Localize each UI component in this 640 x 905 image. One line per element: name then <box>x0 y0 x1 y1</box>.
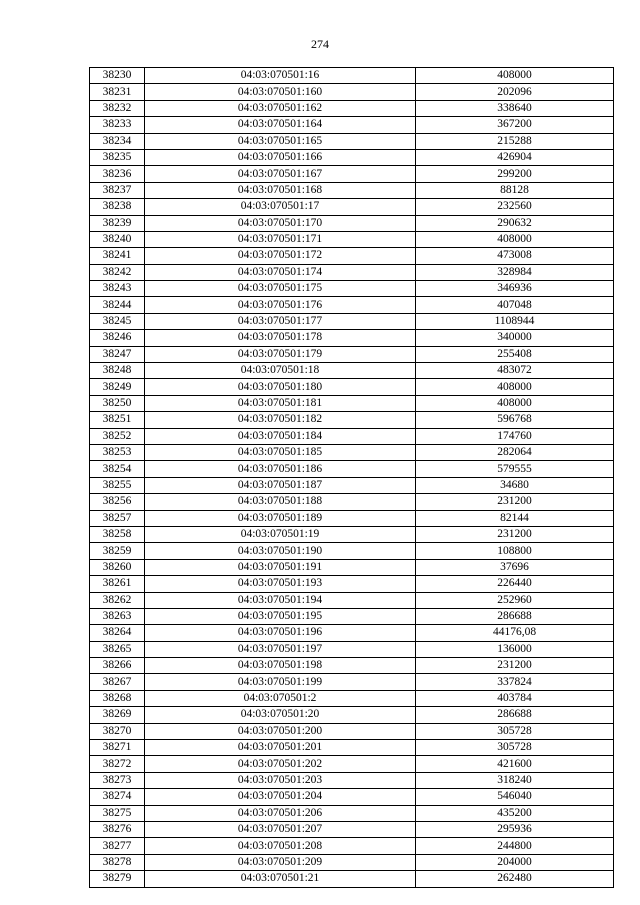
cadastral-number-cell: 04:03:070501:196 <box>145 625 416 641</box>
cadastral-number-cell: 04:03:070501:2 <box>145 690 416 706</box>
table-row <box>90 772 614 788</box>
cadastral-number-cell: 04:03:070501:16 <box>145 68 416 84</box>
value-cell: 340000 <box>416 330 614 346</box>
value-cell: 408000 <box>416 395 614 411</box>
row-number-cell: 38235 <box>90 149 145 165</box>
cadastral-number-cell: 04:03:070501:198 <box>145 658 416 674</box>
row-number-cell: 38260 <box>90 559 145 575</box>
row-number-cell: 38272 <box>90 756 145 772</box>
table-row <box>90 559 614 575</box>
cadastral-number-cell: 04:03:070501:19 <box>145 526 416 542</box>
cadastral-number-cell: 04:03:070501:197 <box>145 641 416 657</box>
value-cell: 546040 <box>416 789 614 805</box>
row-number-cell: 38255 <box>90 477 145 493</box>
table-row <box>90 461 614 477</box>
value-cell: 204000 <box>416 854 614 870</box>
row-number-cell: 38259 <box>90 543 145 559</box>
table-row <box>90 248 614 264</box>
cadastral-number-cell: 04:03:070501:181 <box>145 395 416 411</box>
row-number-cell: 38263 <box>90 608 145 624</box>
cadastral-number-cell: 04:03:070501:166 <box>145 149 416 165</box>
row-number-cell: 38279 <box>90 871 145 887</box>
row-number-cell: 38245 <box>90 313 145 329</box>
value-cell: 435200 <box>416 805 614 821</box>
value-cell: 231200 <box>416 526 614 542</box>
value-cell: 202096 <box>416 84 614 100</box>
cadastral-number-cell: 04:03:070501:185 <box>145 444 416 460</box>
value-cell: 262480 <box>416 871 614 887</box>
row-number-cell: 38258 <box>90 526 145 542</box>
value-cell: 305728 <box>416 723 614 739</box>
table-row <box>90 756 614 772</box>
table-row <box>90 428 614 444</box>
row-number-cell: 38232 <box>90 100 145 116</box>
table-row <box>90 592 614 608</box>
table-row <box>90 494 614 510</box>
value-cell: 290632 <box>416 215 614 231</box>
table-row <box>90 264 614 280</box>
row-number-cell: 38234 <box>90 133 145 149</box>
table-row <box>90 526 614 542</box>
value-cell: 108800 <box>416 543 614 559</box>
row-number-cell: 38247 <box>90 346 145 362</box>
table-row <box>90 674 614 690</box>
table-row <box>90 625 614 641</box>
value-cell: 305728 <box>416 740 614 756</box>
row-number-cell: 38264 <box>90 625 145 641</box>
cadastral-number-cell: 04:03:070501:171 <box>145 231 416 247</box>
value-cell: 426904 <box>416 149 614 165</box>
table-row <box>90 789 614 805</box>
row-number-cell: 38249 <box>90 379 145 395</box>
cadastral-number-cell: 04:03:070501:206 <box>145 805 416 821</box>
table-row <box>90 117 614 133</box>
value-cell: 44176,08 <box>416 625 614 641</box>
value-cell: 408000 <box>416 379 614 395</box>
cadastral-number-cell: 04:03:070501:195 <box>145 608 416 624</box>
value-cell: 318240 <box>416 772 614 788</box>
value-cell: 408000 <box>416 68 614 84</box>
cadastral-number-cell: 04:03:070501:20 <box>145 707 416 723</box>
value-cell: 282064 <box>416 444 614 460</box>
row-number-cell: 38257 <box>90 510 145 526</box>
row-number-cell: 38251 <box>90 412 145 428</box>
table-row <box>90 346 614 362</box>
row-number-cell: 38268 <box>90 690 145 706</box>
table-row <box>90 379 614 395</box>
row-number-cell: 38274 <box>90 789 145 805</box>
table-row <box>90 313 614 329</box>
row-number-cell: 38261 <box>90 576 145 592</box>
value-cell: 367200 <box>416 117 614 133</box>
table-row <box>90 510 614 526</box>
table-row <box>90 690 614 706</box>
cadastral-number-cell: 04:03:070501:21 <box>145 871 416 887</box>
cadastral-number-cell: 04:03:070501:168 <box>145 182 416 198</box>
row-number-cell: 38265 <box>90 641 145 657</box>
cadastral-number-cell: 04:03:070501:209 <box>145 854 416 870</box>
cadastral-number-cell: 04:03:070501:177 <box>145 313 416 329</box>
table-row <box>90 84 614 100</box>
cadastral-number-cell: 04:03:070501:187 <box>145 477 416 493</box>
row-number-cell: 38241 <box>90 248 145 264</box>
cadastral-number-cell: 04:03:070501:194 <box>145 592 416 608</box>
table-row <box>90 805 614 821</box>
table-row <box>90 166 614 182</box>
cadastral-number-cell: 04:03:070501:179 <box>145 346 416 362</box>
row-number-cell: 38262 <box>90 592 145 608</box>
value-cell: 174760 <box>416 428 614 444</box>
row-number-cell: 38248 <box>90 363 145 379</box>
cadastral-number-cell: 04:03:070501:207 <box>145 821 416 837</box>
page-number: 274 <box>311 37 329 51</box>
value-cell: 286688 <box>416 608 614 624</box>
row-number-cell: 38239 <box>90 215 145 231</box>
cadastral-number-cell: 04:03:070501:201 <box>145 740 416 756</box>
cadastral-number-cell: 04:03:070501:17 <box>145 199 416 215</box>
cadastral-value-table <box>89 67 614 888</box>
cadastral-number-cell: 04:03:070501:175 <box>145 281 416 297</box>
cadastral-number-cell: 04:03:070501:190 <box>145 543 416 559</box>
value-cell: 244800 <box>416 838 614 854</box>
cadastral-number-cell: 04:03:070501:167 <box>145 166 416 182</box>
cadastral-number-cell: 04:03:070501:172 <box>145 248 416 264</box>
row-number-cell: 38243 <box>90 281 145 297</box>
cadastral-number-cell: 04:03:070501:165 <box>145 133 416 149</box>
value-cell: 255408 <box>416 346 614 362</box>
row-number-cell: 38267 <box>90 674 145 690</box>
value-cell: 88128 <box>416 182 614 198</box>
value-cell: 37696 <box>416 559 614 575</box>
value-cell: 231200 <box>416 494 614 510</box>
table-row <box>90 608 614 624</box>
value-cell: 421600 <box>416 756 614 772</box>
row-number-cell: 38230 <box>90 68 145 84</box>
table-row <box>90 231 614 247</box>
value-cell: 232560 <box>416 199 614 215</box>
cadastral-number-cell: 04:03:070501:202 <box>145 756 416 772</box>
table-row <box>90 68 614 84</box>
row-number-cell: 38273 <box>90 772 145 788</box>
cadastral-number-cell: 04:03:070501:162 <box>145 100 416 116</box>
value-cell: 231200 <box>416 658 614 674</box>
table-row <box>90 821 614 837</box>
value-cell: 252960 <box>416 592 614 608</box>
row-number-cell: 38276 <box>90 821 145 837</box>
row-number-cell: 38269 <box>90 707 145 723</box>
cadastral-number-cell: 04:03:070501:174 <box>145 264 416 280</box>
value-cell: 328984 <box>416 264 614 280</box>
value-cell: 226440 <box>416 576 614 592</box>
row-number-cell: 38256 <box>90 494 145 510</box>
cadastral-number-cell: 04:03:070501:186 <box>145 461 416 477</box>
cadastral-number-cell: 04:03:070501:193 <box>145 576 416 592</box>
value-cell: 346936 <box>416 281 614 297</box>
table-row <box>90 199 614 215</box>
cadastral-number-cell: 04:03:070501:180 <box>145 379 416 395</box>
table-row <box>90 412 614 428</box>
cadastral-number-cell: 04:03:070501:188 <box>145 494 416 510</box>
table-row <box>90 641 614 657</box>
value-cell: 338640 <box>416 100 614 116</box>
row-number-cell: 38240 <box>90 231 145 247</box>
value-cell: 1108944 <box>416 313 614 329</box>
cadastral-number-cell: 04:03:070501:170 <box>145 215 416 231</box>
table-row <box>90 100 614 116</box>
value-cell: 596768 <box>416 412 614 428</box>
table-row <box>90 330 614 346</box>
value-cell: 337824 <box>416 674 614 690</box>
row-number-cell: 38238 <box>90 199 145 215</box>
value-cell: 215288 <box>416 133 614 149</box>
cadastral-number-cell: 04:03:070501:164 <box>145 117 416 133</box>
table-row <box>90 297 614 313</box>
table-row <box>90 658 614 674</box>
value-cell: 483072 <box>416 363 614 379</box>
cadastral-number-cell: 04:03:070501:200 <box>145 723 416 739</box>
table-row <box>90 854 614 870</box>
table-row <box>90 363 614 379</box>
table-row <box>90 838 614 854</box>
row-number-cell: 38252 <box>90 428 145 444</box>
cadastral-number-cell: 04:03:070501:178 <box>145 330 416 346</box>
cadastral-number-cell: 04:03:070501:208 <box>145 838 416 854</box>
table-row <box>90 395 614 411</box>
row-number-cell: 38236 <box>90 166 145 182</box>
table-row <box>90 576 614 592</box>
table-row <box>90 133 614 149</box>
table-row <box>90 182 614 198</box>
row-number-cell: 38271 <box>90 740 145 756</box>
value-cell: 34680 <box>416 477 614 493</box>
value-cell: 403784 <box>416 690 614 706</box>
row-number-cell: 38278 <box>90 854 145 870</box>
table-body <box>90 68 614 888</box>
value-cell: 136000 <box>416 641 614 657</box>
value-cell: 408000 <box>416 231 614 247</box>
cadastral-number-cell: 04:03:070501:160 <box>145 84 416 100</box>
cadastral-number-cell: 04:03:070501:189 <box>145 510 416 526</box>
table-row <box>90 871 614 887</box>
row-number-cell: 38244 <box>90 297 145 313</box>
table-row <box>90 149 614 165</box>
cadastral-number-cell: 04:03:070501:199 <box>145 674 416 690</box>
table-row <box>90 707 614 723</box>
row-number-cell: 38254 <box>90 461 145 477</box>
row-number-cell: 38275 <box>90 805 145 821</box>
row-number-cell: 38270 <box>90 723 145 739</box>
cadastral-number-cell: 04:03:070501:176 <box>145 297 416 313</box>
value-cell: 295936 <box>416 821 614 837</box>
value-cell: 407048 <box>416 297 614 313</box>
value-cell: 299200 <box>416 166 614 182</box>
cadastral-number-cell: 04:03:070501:204 <box>145 789 416 805</box>
cadastral-number-cell: 04:03:070501:203 <box>145 772 416 788</box>
row-number-cell: 38233 <box>90 117 145 133</box>
row-number-cell: 38250 <box>90 395 145 411</box>
table-row <box>90 444 614 460</box>
row-number-cell: 38277 <box>90 838 145 854</box>
value-cell: 579555 <box>416 461 614 477</box>
table-row <box>90 543 614 559</box>
value-cell: 286688 <box>416 707 614 723</box>
row-number-cell: 38246 <box>90 330 145 346</box>
row-number-cell: 38231 <box>90 84 145 100</box>
row-number-cell: 38253 <box>90 444 145 460</box>
table-row <box>90 723 614 739</box>
table-row <box>90 281 614 297</box>
value-cell: 473008 <box>416 248 614 264</box>
table-row <box>90 477 614 493</box>
cadastral-number-cell: 04:03:070501:18 <box>145 363 416 379</box>
row-number-cell: 38237 <box>90 182 145 198</box>
cadastral-number-cell: 04:03:070501:191 <box>145 559 416 575</box>
value-cell: 82144 <box>416 510 614 526</box>
row-number-cell: 38242 <box>90 264 145 280</box>
table-row <box>90 740 614 756</box>
row-number-cell: 38266 <box>90 658 145 674</box>
cadastral-number-cell: 04:03:070501:182 <box>145 412 416 428</box>
table-row <box>90 215 614 231</box>
cadastral-number-cell: 04:03:070501:184 <box>145 428 416 444</box>
